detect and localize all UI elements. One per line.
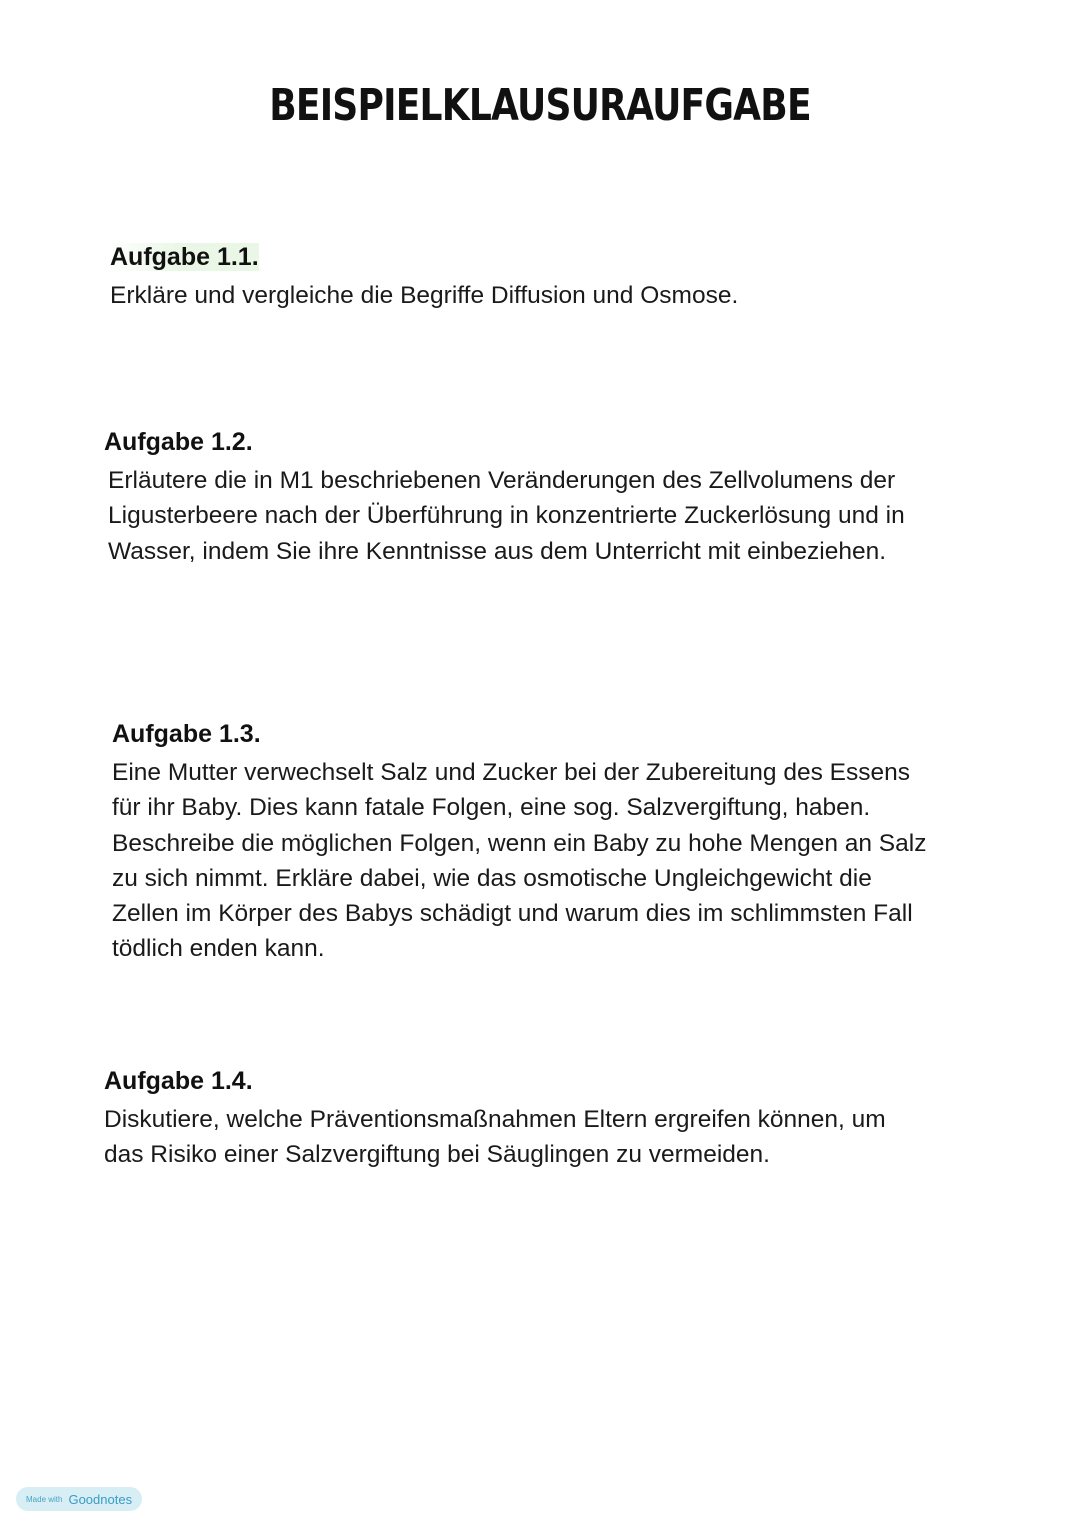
task-heading: Aufgabe 1.2. xyxy=(104,428,253,456)
task-text-line: Beschreibe die möglichen Folgen, wenn ein Baby zu hohe Mengen an Salz xyxy=(112,829,927,857)
task-text-line: tödlich enden kann. xyxy=(112,935,325,963)
badge-brand: Goodnotes xyxy=(68,1491,133,1507)
goodnotes-badge xyxy=(16,1487,142,1511)
task-text-line: Zellen im Körper des Babys schädigt und warum dies im schlimmsten Fall xyxy=(112,900,913,928)
task-1-3 xyxy=(112,719,926,967)
task-1-2 xyxy=(104,427,905,569)
task-text-line: für ihr Baby. Dies kann fatale Folgen, eine sog. Salzvergiftung, haben. xyxy=(112,794,871,822)
task-text-line: zu sich nimmt. Erkläre dabei, wie das osmotische Ungleichgewicht die xyxy=(112,864,872,892)
badge-prefix: Made with xyxy=(26,1494,63,1504)
page-title: BEISPIELKLAUSURAUFGABE xyxy=(269,80,811,131)
task-text-line: Diskutiere, welche Präventionsmaßnahmen Eltern ergreifen können, um xyxy=(104,1106,886,1133)
task-text-line: Eine Mutter verwechselt Salz und Zucker bei der Zubereitung des Essens xyxy=(112,759,911,786)
task-text-line: das Risiko einer Salzvergiftung bei Säuglingen zu vermeiden. xyxy=(104,1141,770,1169)
task-1-1 xyxy=(110,242,738,313)
task-text-line: Erläutere die in M1 beschriebenen Veränderungen des Zellvolumens der xyxy=(108,467,896,494)
task-heading-text: Aufgabe 1.1. xyxy=(110,243,259,271)
task-heading: Aufgabe 1.4. xyxy=(104,1067,253,1095)
task-text-line: Erkläre und vergleiche die Begriffe Diffusion und Osmose. xyxy=(110,282,739,309)
task-heading: Aufgabe 1.3. xyxy=(112,720,261,748)
task-1-4 xyxy=(104,1066,886,1173)
task-text-line: Wasser, indem Sie ihre Kenntnisse aus dem Unterricht mit einbeziehen. xyxy=(108,537,887,565)
task-text-line: Ligusterbeere nach der Überführung in konzentrierte Zuckerlösung und in xyxy=(108,502,905,530)
task-heading xyxy=(110,242,738,272)
